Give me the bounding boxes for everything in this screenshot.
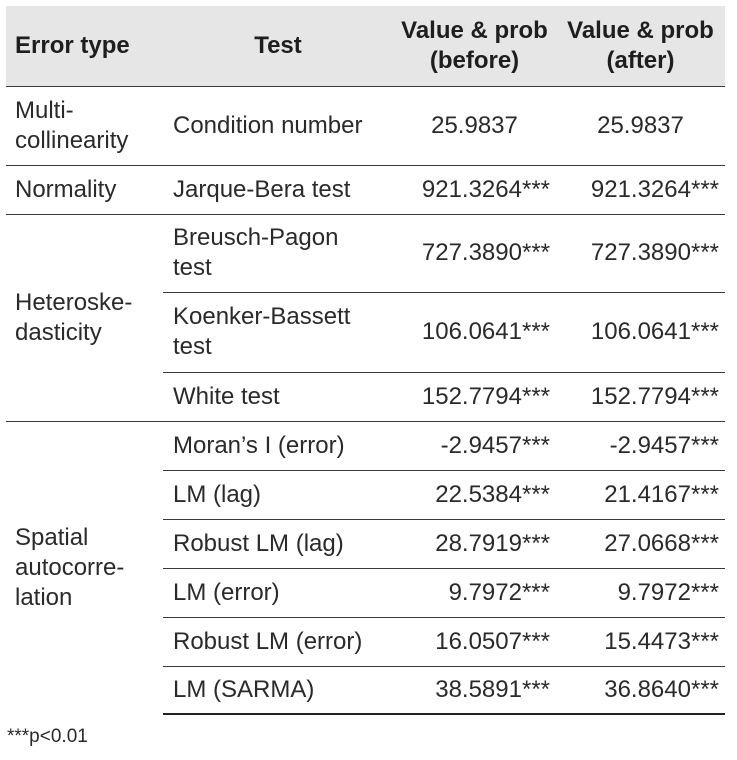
value-before: -2.9457*** bbox=[393, 421, 556, 470]
diagnostics-table bbox=[6, 6, 725, 715]
value-after: 106.0641*** bbox=[556, 292, 725, 372]
value-after: 21.4167*** bbox=[556, 470, 725, 519]
header-error-type: Error type bbox=[15, 31, 130, 59]
test-name bbox=[163, 617, 393, 666]
group-label: Normality bbox=[15, 175, 117, 203]
value-before: 25.9837 bbox=[393, 86, 556, 165]
test-name bbox=[163, 292, 393, 372]
table-row bbox=[6, 421, 725, 470]
value-before: 106.0641*** bbox=[393, 292, 556, 372]
group-label: Spatial autocorre- lation bbox=[15, 523, 125, 611]
value-after: -2.9457*** bbox=[556, 421, 725, 470]
group-label: Multi- collinearity bbox=[15, 96, 129, 154]
value-before: 38.5891*** bbox=[393, 666, 556, 714]
test-name bbox=[163, 666, 393, 714]
group-spatial-autocorrelation bbox=[6, 421, 163, 714]
value-after: 36.8640*** bbox=[556, 666, 725, 714]
test-name bbox=[163, 470, 393, 519]
test-label: Condition number bbox=[173, 111, 363, 139]
table-row bbox=[6, 165, 725, 214]
test-label: Moran’s I (error) bbox=[173, 431, 345, 459]
value-after: 27.0668*** bbox=[556, 519, 725, 568]
test-label: LM (error) bbox=[173, 578, 280, 606]
value-after: 727.3890*** bbox=[556, 214, 725, 292]
group-label: Heteroske- dasticity bbox=[15, 288, 133, 346]
value-before: 16.0507*** bbox=[393, 617, 556, 666]
table-body bbox=[6, 86, 725, 714]
header-after-line1: Value & prob bbox=[567, 16, 714, 44]
value-after: 9.7972*** bbox=[556, 568, 725, 617]
header-row bbox=[6, 6, 725, 86]
group-multicollinearity bbox=[6, 86, 163, 165]
test-label: Koenker-Bassett test bbox=[173, 303, 351, 360]
header-test: Test bbox=[254, 31, 302, 59]
value-after: 921.3264*** bbox=[556, 165, 725, 214]
value-after: 25.9837 bbox=[556, 86, 725, 165]
value-before: 921.3264*** bbox=[393, 165, 556, 214]
value-before: 9.7972*** bbox=[393, 568, 556, 617]
group-heteroskedasticity bbox=[6, 214, 163, 421]
test-name bbox=[163, 568, 393, 617]
test-name bbox=[163, 165, 393, 214]
test-name bbox=[163, 421, 393, 470]
header-before-line2: (before) bbox=[429, 46, 520, 74]
test-label: Robust LM (error) bbox=[173, 627, 363, 655]
test-name bbox=[163, 86, 393, 165]
test-label: LM (lag) bbox=[173, 480, 262, 508]
value-after: 152.7794*** bbox=[556, 372, 725, 421]
test-name bbox=[163, 372, 393, 421]
header-after bbox=[556, 6, 725, 86]
value-before: 727.3890*** bbox=[393, 214, 556, 292]
value-after: 15.4473*** bbox=[556, 617, 725, 666]
header-after-line2: (after) bbox=[606, 46, 675, 74]
header-before-line1: Value & prob bbox=[401, 16, 548, 44]
test-label: Breusch-Pagon test bbox=[173, 224, 339, 281]
value-before: 28.7919*** bbox=[393, 519, 556, 568]
test-label: Robust LM (lag) bbox=[173, 529, 344, 557]
test-label: Jarque-Bera test bbox=[173, 175, 351, 203]
value-before: 22.5384*** bbox=[393, 470, 556, 519]
header-before bbox=[393, 6, 556, 86]
value-before: 152.7794*** bbox=[393, 372, 556, 421]
table-row bbox=[6, 86, 725, 165]
test-label: LM (SARMA) bbox=[173, 675, 315, 703]
table-row bbox=[6, 214, 725, 292]
footnote: ***p<0.01 bbox=[7, 726, 88, 747]
table-header bbox=[6, 6, 725, 86]
test-label: White test bbox=[173, 382, 280, 410]
group-normality bbox=[6, 165, 163, 214]
test-name bbox=[163, 214, 393, 292]
test-name bbox=[163, 519, 393, 568]
